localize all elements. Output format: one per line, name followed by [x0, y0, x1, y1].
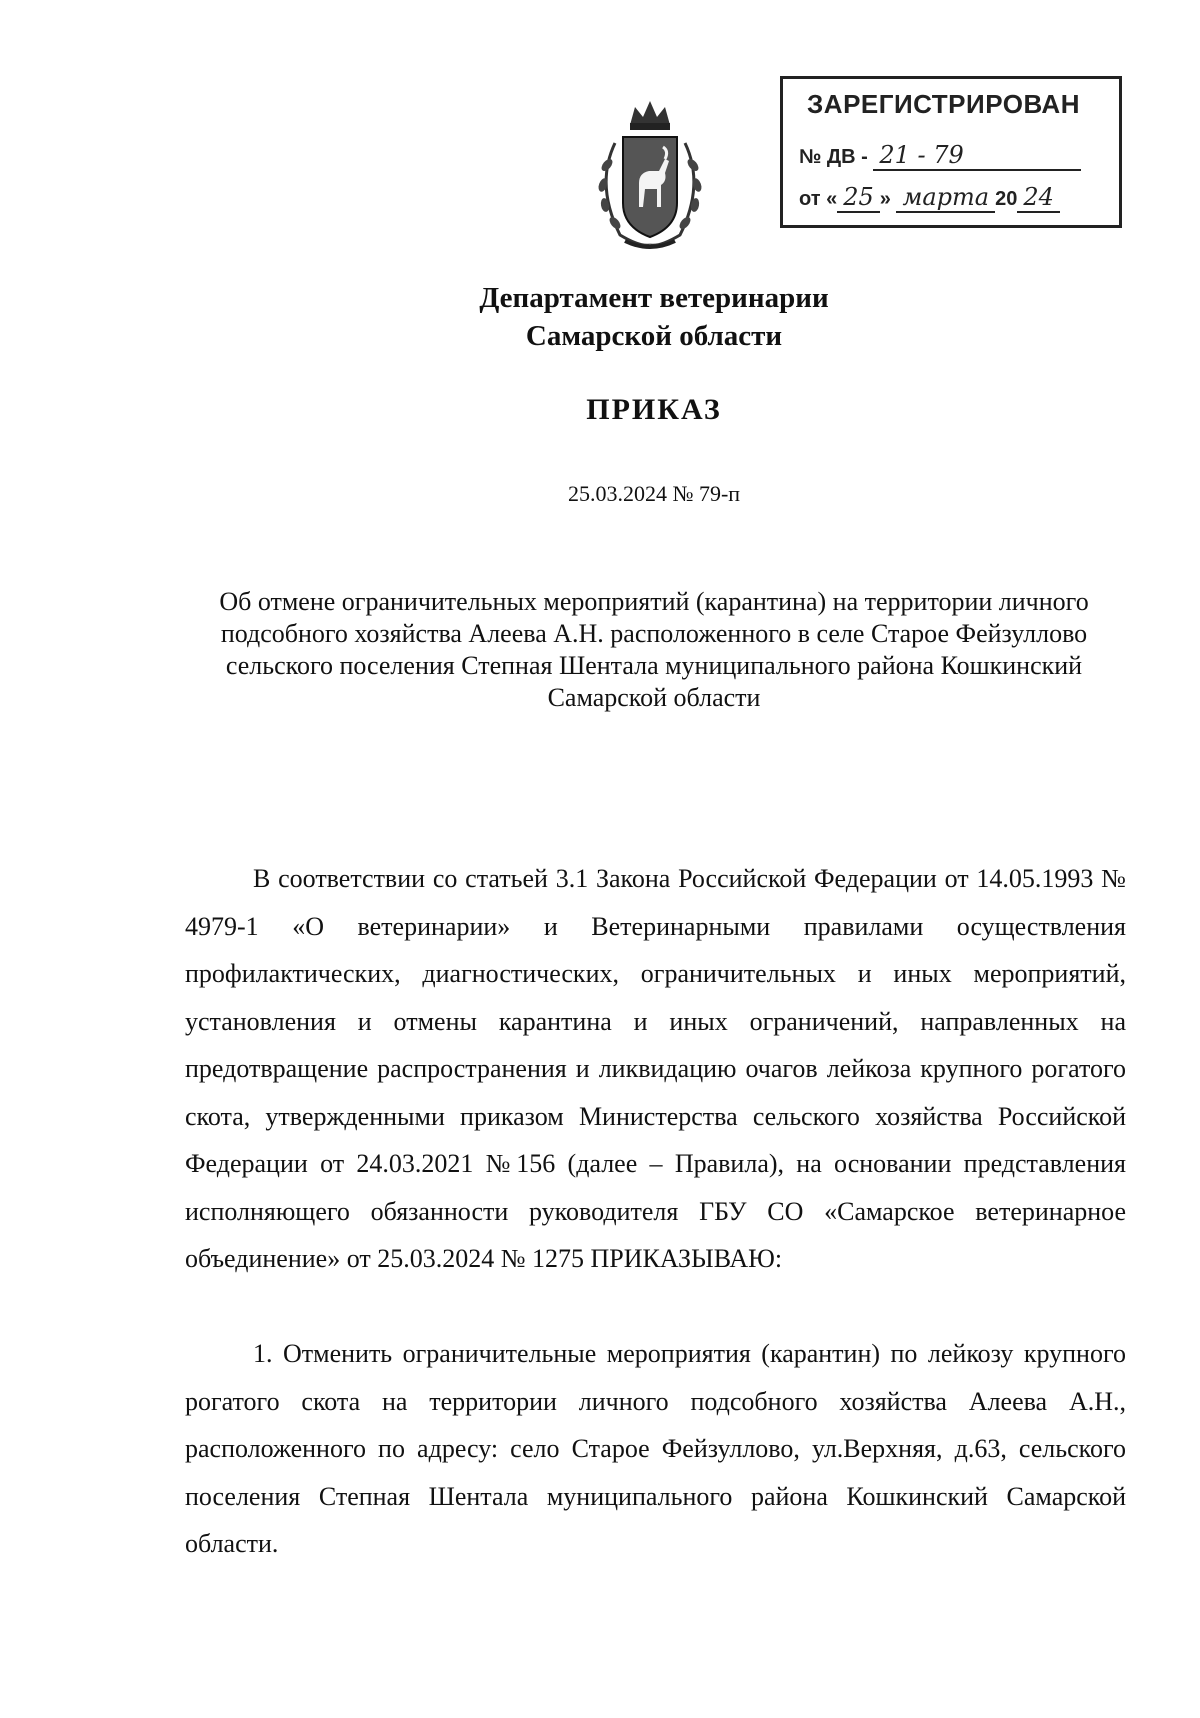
registration-stamp [780, 76, 1122, 228]
stamp-title: ЗАРЕГИСТРИРОВАН [807, 89, 1080, 119]
body-paragraph-preamble: В соответствии со статьей 3.1 Закона Российской Федерации от 14.05.1993 № 4979-1 «О ветеринарии» и Ветеринарными правилами осуществления профилактических, диагностических, ограничительных и иных мероприятий, установления и отмены карантина и иных ограничений, направленных на предотвращение распространения и ликвидацию очагов лейкоза крупного рогатого скота, утвержденными приказом Министерства сельского хозяйства Российской Федерации от 24.03.2021 №156 (далее – Правила), на основании представления исполняющего обязанности руководителя ГБУ СО «Самарское ветеринарное объединение» от 25.03.2024 № 1275 ПРИКАЗЫВАЮ: [185, 864, 1126, 1273]
document-date-number: 25.03.2024 № 79-п [567, 481, 741, 506]
stamp-date-year: 24 [1017, 183, 1060, 213]
document-subject: Об отмене ограничительных мероприятий (карантина) на территории личного подсобного хозяйства Алеева А.Н. расположенного в селе Старое Фейзуллово сельского поселения Степная Шентала муниципального района Кошкинский Самарской области [219, 587, 1089, 712]
stamp-date-line [799, 183, 1060, 211]
stamp-date-year-prefix: 20 [995, 188, 1018, 210]
stamp-number-line [799, 141, 1081, 171]
department-name-line1: Департамент ветеринарии [479, 282, 829, 314]
stamp-date-day: 25 [837, 183, 880, 213]
stamp-date-mid: » [879, 188, 891, 210]
document-type-title: ПРИКАЗ [586, 393, 722, 426]
stamp-date-month: марта [896, 183, 995, 213]
coat-of-arms-emblem [585, 95, 715, 255]
stamp-number-handwritten: 21 - 79 [873, 141, 1081, 171]
stamp-number-prefix: № ДВ - [799, 146, 868, 168]
department-name-line2: Самарской области [525, 320, 783, 352]
stamp-date-prefix: от « [799, 188, 838, 210]
body-paragraph-item-1: 1. Отменить ограничительные мероприятия (карантин) по лейкозу крупного рогатого скота на территории личного подсобного хозяйства Алеева А.Н., расположенного по адресу: село Старое Фейзуллово, ул.Верхняя, д.63, сельского поселения Степная Шентала муниципального района Кошкинский Самарской области. [185, 1339, 1126, 1558]
